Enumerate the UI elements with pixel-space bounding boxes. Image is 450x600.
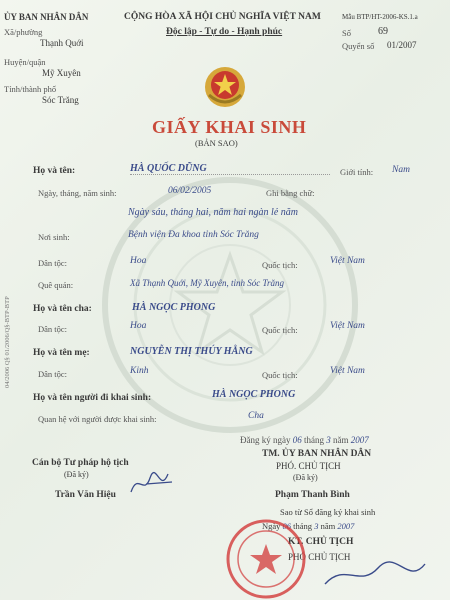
ethnic-label: Dân tộc: [38,258,68,268]
copy-month-label: tháng [293,521,313,531]
ethnic-value: Hoa [130,256,147,266]
registration-month: 3 [326,435,331,445]
number-value: 69 [378,26,388,37]
father-ethnic-value: Hoa [130,321,147,331]
copy-date-prefix: Ngày [262,521,281,531]
right-signer-org: TM. ỦY BAN NHÂN DÂN [262,449,372,459]
document-subtitle: (BẢN SAO) [195,138,238,148]
mother-nation-value: Việt Nam [330,366,365,376]
hometown-value: Xã Thạnh Quới, Mỹ Xuyên, tỉnh Sóc Trăng [130,278,285,288]
gender-label: Giới tính: [340,167,374,177]
dob-label: Ngày, tháng, năm sinh: [38,188,117,198]
hometown-label: Quê quán: [38,280,74,290]
registration-month-label: tháng [304,435,324,445]
child-name-value: HÀ QUỐC DŨNG [130,163,330,175]
pob-label: Nơi sinh: [38,232,70,242]
pob-value: Bệnh viện Đa khoa tỉnh Sóc Trăng [128,230,259,240]
book-value: 01/2007 [387,40,417,50]
right-signer-name: Phạm Thanh Bình [275,490,350,500]
nation-value: Việt Nam [330,256,365,266]
left-signer-note: (Đã ký) [64,470,89,479]
declarant-name-label: Họ và tên người đi khai sinh: [33,393,152,403]
right-signer-title: PHÓ. CHỦ TỊCH [276,461,341,471]
mother-ethnic-value: Kinh [130,366,149,376]
right-signer-note: (Đã ký) [293,473,318,482]
issuing-org: ỦY BAN NHÂN DÂN [4,12,89,22]
dob-words-value: Ngày sáu, tháng hai, năm hai ngàn lẻ năm [128,207,298,218]
father-ethnic-label: Dân tộc: [38,324,68,334]
copy-month: 3 [314,521,319,531]
mother-ethnic-label: Dân tộc: [38,369,68,379]
father-name-value: HÀ NGỌC PHONG [132,302,216,313]
left-signature-scribble [128,468,176,498]
national-name: CỘNG HÒA XÃ HỘI CHỦ NGHĨA VIỆT NAM [124,12,321,22]
registration-year: 2007 [350,435,369,445]
national-motto: Độc lập - Tự do - Hạnh phúc [166,27,283,37]
relation-value: Cha [248,411,264,421]
copy-day: 06 [282,521,292,531]
copy-year-label: năm [320,521,336,531]
book-label: Quyển số [342,41,375,51]
commune-value: Thạnh Quới [40,38,84,48]
father-nation-value: Việt Nam [330,321,365,331]
province-value: Sóc Trăng [42,95,79,105]
official-seal [225,518,307,600]
left-signer-name: Trần Văn Hiệu [55,490,116,500]
right-signature-scribble [320,556,430,592]
commune-label: Xã/phường [4,27,43,37]
child-name-label: Họ và tên: [33,166,76,176]
registration-date-prefix: Đăng ký ngày [240,435,291,445]
registration-day: 06 [292,435,302,445]
side-code: 04/2006 Q§ 01/2006/Q§-BTP-BTP [4,296,11,388]
gender-value: Nam [392,165,410,175]
copy-signer-title: KT. CHỦ TỊCH [288,537,354,547]
number-label: Số [342,28,351,38]
father-nation-label: Quốc tịch: [262,325,298,335]
mother-name-value: NGUYỄN THỊ THÚY HẰNG [130,346,253,357]
declarant-name-value: HÀ NGỌC PHONG [212,389,296,400]
copy-source: Sao từ Sổ đăng ký khai sinh [280,507,376,517]
father-name-label: Họ và tên cha: [33,304,92,314]
national-emblem-icon [203,65,247,109]
dob-words-label: Ghi bằng chữ: [266,188,315,198]
copy-signer-subtitle: PHÓ CHỦ TỊCH [288,552,351,562]
relation-label: Quan hệ với người được khai sinh: [38,414,157,424]
left-signer-title: Cán bộ Tư pháp hộ tịch [32,458,129,468]
nation-label: Quốc tịch: [262,260,298,270]
mother-name-label: Họ và tên mẹ: [33,348,90,358]
district-value: Mỹ Xuyên [42,68,81,78]
mother-nation-label: Quốc tịch: [262,370,298,380]
form-code: Mẫu BTP/HT-2006-KS.1.a [342,13,418,21]
district-label: Huyện/quận [4,57,46,67]
registration-year-label: năm [333,435,349,445]
dob-value: 06/02/2005 [168,186,212,196]
registration-date [240,435,369,445]
copy-year: 2007 [337,521,355,531]
province-label: Tỉnh/thành phố [4,84,57,94]
document-title: GIẤY KHAI SINH [152,117,307,137]
